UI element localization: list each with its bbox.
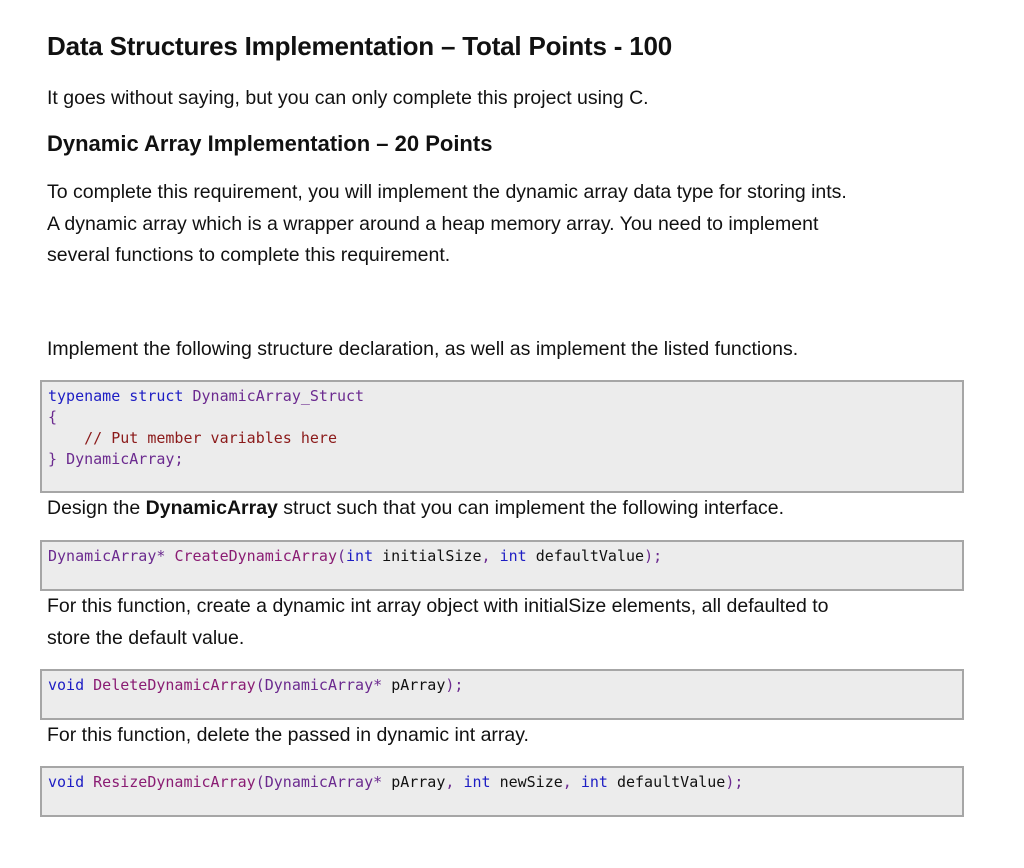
resize-code-block bbox=[40, 766, 964, 817]
code-keyword: int bbox=[463, 773, 491, 791]
code-type: DynamicArray bbox=[66, 450, 175, 468]
section-paragraph-line: several functions to complete this requirement. bbox=[47, 244, 451, 266]
code-punct: ( bbox=[337, 547, 347, 565]
code-param: defaultValue bbox=[535, 547, 645, 565]
create-description-line: store the default value. bbox=[47, 626, 245, 649]
implement-text: Implement the following structure declaration, as well as implement the listed functions. bbox=[47, 338, 799, 360]
code-param: pArray bbox=[391, 676, 446, 694]
design-text-after: struct such that you can implement the following interface. bbox=[277, 497, 785, 519]
code-function: ResizeDynamicArray bbox=[93, 773, 256, 791]
code-punct: ( bbox=[255, 676, 265, 694]
delete-code-block bbox=[40, 669, 964, 720]
code-keyword: void bbox=[48, 773, 85, 791]
code-param: initialSize bbox=[382, 547, 482, 565]
code-type: DynamicArray_Struct bbox=[192, 387, 365, 405]
code-punct: , bbox=[445, 773, 455, 791]
code-comment: // Put member variables here bbox=[84, 429, 337, 447]
struct-code-block bbox=[40, 380, 964, 493]
code-function: DeleteDynamicArray bbox=[93, 676, 256, 694]
code-type: DynamicArray* bbox=[48, 547, 166, 565]
code-punct: , bbox=[562, 773, 572, 791]
code-keyword: int bbox=[580, 773, 608, 791]
code-punct: ( bbox=[255, 773, 265, 791]
code-keyword: int bbox=[346, 547, 374, 565]
section-paragraph-line: To complete this requirement, you will implement the dynamic array data type for storing ints. bbox=[47, 181, 847, 203]
code-param: defaultValue bbox=[616, 773, 726, 791]
page-title: Data Structures Implementation – Total Points - 100 bbox=[47, 31, 673, 61]
delete-description: For this function, delete the passed in dynamic int array. bbox=[47, 724, 529, 746]
code-brace: { bbox=[48, 408, 58, 426]
code-type: DynamicArray* bbox=[264, 773, 383, 791]
section-paragraph-line: A dynamic array which is a wrapper around a heap memory array. You need to implement bbox=[47, 212, 819, 235]
create-code-block bbox=[40, 540, 964, 591]
section-paragraph bbox=[47, 177, 847, 272]
code-punct: ); bbox=[445, 676, 464, 694]
code-param: pArray bbox=[391, 773, 446, 791]
intro-text: It goes without saying, but you can only complete this project using C. bbox=[47, 87, 649, 109]
design-text bbox=[47, 493, 784, 525]
code-function: CreateDynamicArray bbox=[174, 547, 337, 565]
code-keyword: void bbox=[48, 676, 85, 694]
create-description-line: For this function, create a dynamic int array object with initialSize elements, all defaulted to bbox=[47, 595, 829, 617]
section-title: Dynamic Array Implementation – 20 Points bbox=[47, 131, 493, 156]
design-text-before: Design the bbox=[47, 497, 146, 519]
code-keyword: typename bbox=[48, 387, 121, 405]
code-keyword: int bbox=[499, 547, 527, 565]
code-brace: } bbox=[48, 450, 58, 468]
code-param: newSize bbox=[499, 773, 563, 791]
code-type: DynamicArray* bbox=[264, 676, 383, 694]
code-punct: ); bbox=[725, 773, 744, 791]
code-keyword: struct bbox=[129, 387, 184, 405]
create-description bbox=[47, 591, 828, 654]
design-text-bold: DynamicArray bbox=[145, 497, 278, 519]
code-punct: ); bbox=[644, 547, 663, 565]
code-punct: , bbox=[481, 547, 491, 565]
code-punct: ; bbox=[174, 450, 184, 468]
